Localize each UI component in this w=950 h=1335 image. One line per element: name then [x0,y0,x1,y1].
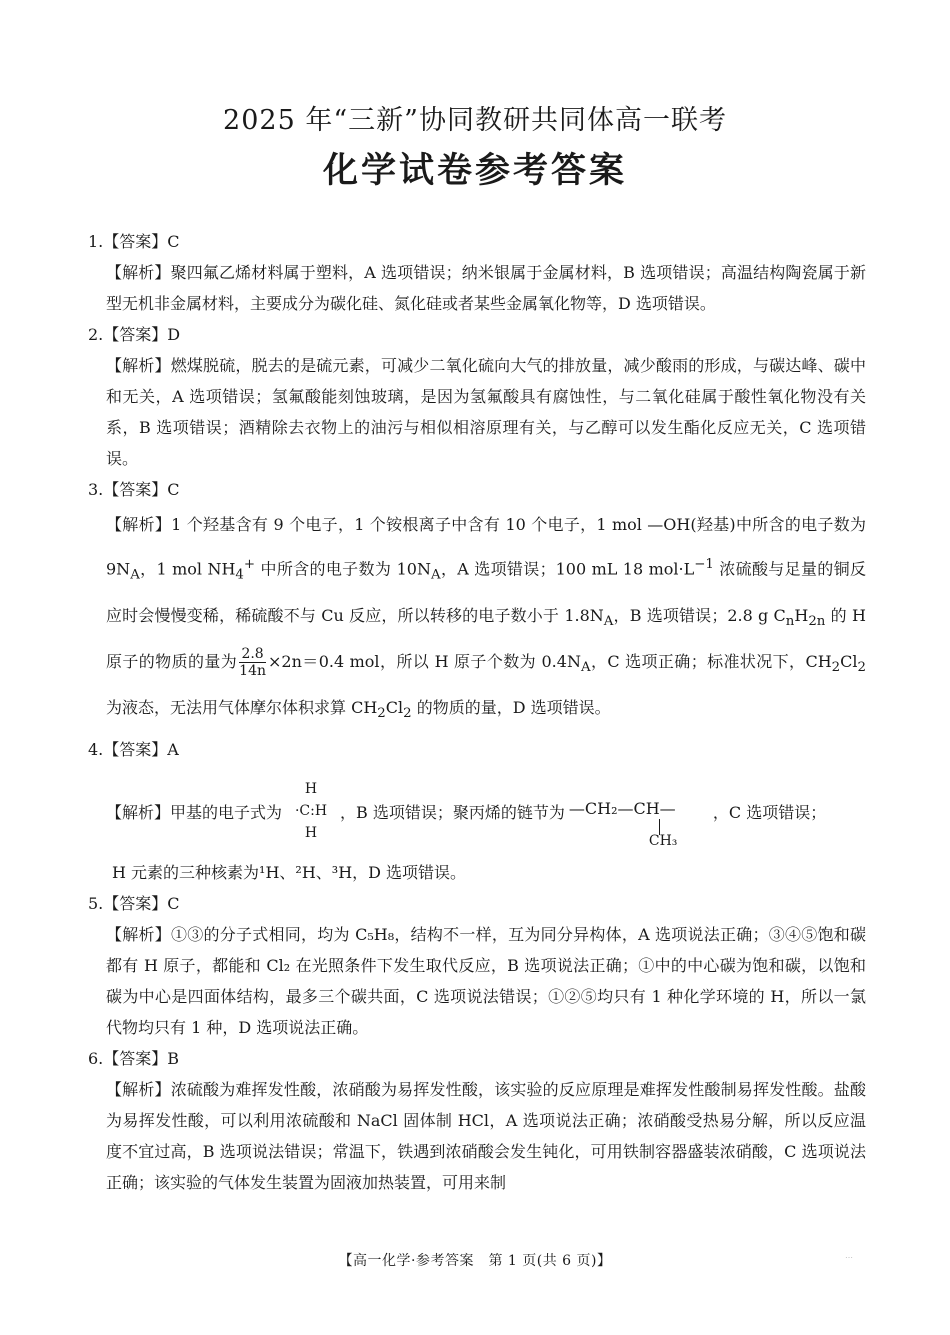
answers-list [88,226,866,1198]
document-title: 化学试卷参考答案 [322,150,627,191]
analysis-text: 【解析】1 个羟基含有 9 个电子，1 个铵根离子中含有 10 个电子，1 mol —OH(羟基)中所含的电子数为 $9N_A$，1 mol $NH_4^+$ 中所含的电子数为 $10N_A$，A 选项错误；100 mL 18 $mol\cdot L^{-1}$ 浓硫酸与足量的铜反应时会慢慢变稀，稀硫酸不与 Cu 反应，所以转移的电子数小于 $1.8N_A$，B 选项错误；2.8 g $C_nH_{2n}$ 的 H 原子的物质的量为 $\frac{2.8}{14n}$ ×2n＝0.4 mol，所以 H 原子个数为 $0.4N_A$，C 选项正确；标准状况下，$CH_2Cl_2$ 为液态，无法用气体摩尔体积求算 $CH_2Cl_2$ 的物质的量，D 选项错误。 [106,515,866,722]
answer-line: 3.【答案】C [88,480,180,499]
answer-line: 5.【答案】C [88,894,180,914]
question-item [88,319,866,474]
analysis-text: 【解析】浓硫酸为难挥发性酸，浓硝酸为易挥发性酸，该实验的反应原理是难挥发性酸制易挥发性酸。盐酸为易挥发性酸，可以利用浓硫酸和 NaCl 固体制 HCl，A 选项说法正确；浓硝酸受热易分解，所以反应温度不宜过高，B 选项说法错误；常温下，铁遇到浓硝酸会发生钝化，可用铁制容器盛装浓硝酸，C 选项说法正确；该实验的气体发生装置为固液加热装置，可用来制 [106,1080,866,1193]
question-item [88,888,866,1043]
analysis-text: 【解析】①③的分子式相同，均为 C₅H₈，结构不一样，互为同分异构体，A 选项说法正确；③④⑤饱和碳都有 H 原子，都能和 Cl₂ 在光照条件下发生取代反应，B 选项说法正确；①中的中心碳为饱和碳，以饱和碳为中心是四面体结构，最多三个碳共面，C 选项说法错误；①②⑤均只有 1 种化学环境的 H，所以一氯代物均只有 1 种，D 选项说法正确。 [106,925,866,1038]
fraction-denominator: 14n [239,662,267,679]
question-item [88,474,866,734]
analysis-text: H 元素的三种核素为¹H、²H、³H，D 选项错误。 [112,863,467,883]
scan-mark: ⋯ [845,1253,853,1262]
answer-line: 1.【答案】C [88,232,180,251]
question-item [88,1043,866,1198]
analysis-text: 【解析】燃煤脱硫，脱去的是硫元素，可减少二氧化硫向大气的排放量，减少酸雨的形成，与碳达峰、碳中和无关，A 选项错误；氢氟酸能刻蚀玻璃，是因为氢氟酸具有腐蚀性，与二氧化硅属于酸性氧化物没有关系，B 选项错误；酒精除去衣物上的油污与相似相溶原理有关，与乙醇可以发生酯化反应无关，C 选项错误。 [106,356,866,468]
question-item [88,734,866,888]
answer-line: 2.【答案】D [88,325,181,344]
fraction-numerator: 2.8 [241,645,264,662]
page-footer: 【高一化学·参考答案 第 1 页(共 6 页)】 [338,1253,612,1269]
analysis-with-structures: 【解析】甲基的电子式为 H ·C:H H ，B 选项错误；聚丙烯的链节为 —CH₂—CH— CH₃ ，C 选项错误； [106,765,866,857]
answer-line: 6.【答案】B [88,1049,180,1069]
exam-title: 2025 年“三新”协同教研共同体高一联考 [223,105,727,136]
methyl-electron-formula: H ·C:H H [294,781,328,842]
question-item [88,226,866,319]
analysis-text: 【解析】聚四氟乙烯材料属于塑料，A 选项错误；纳米银属于金属材料，B 选项错误；高温结构陶瓷属于新型无机非金属材料，主要成分为碳化硅、氮化硅或者某些金属氧化物等，D 选项错误。 [106,263,866,313]
answer-line: 4.【答案】A [88,740,179,760]
polypropylene-unit-structure: —CH₂—CH— CH₃ [568,799,678,850]
